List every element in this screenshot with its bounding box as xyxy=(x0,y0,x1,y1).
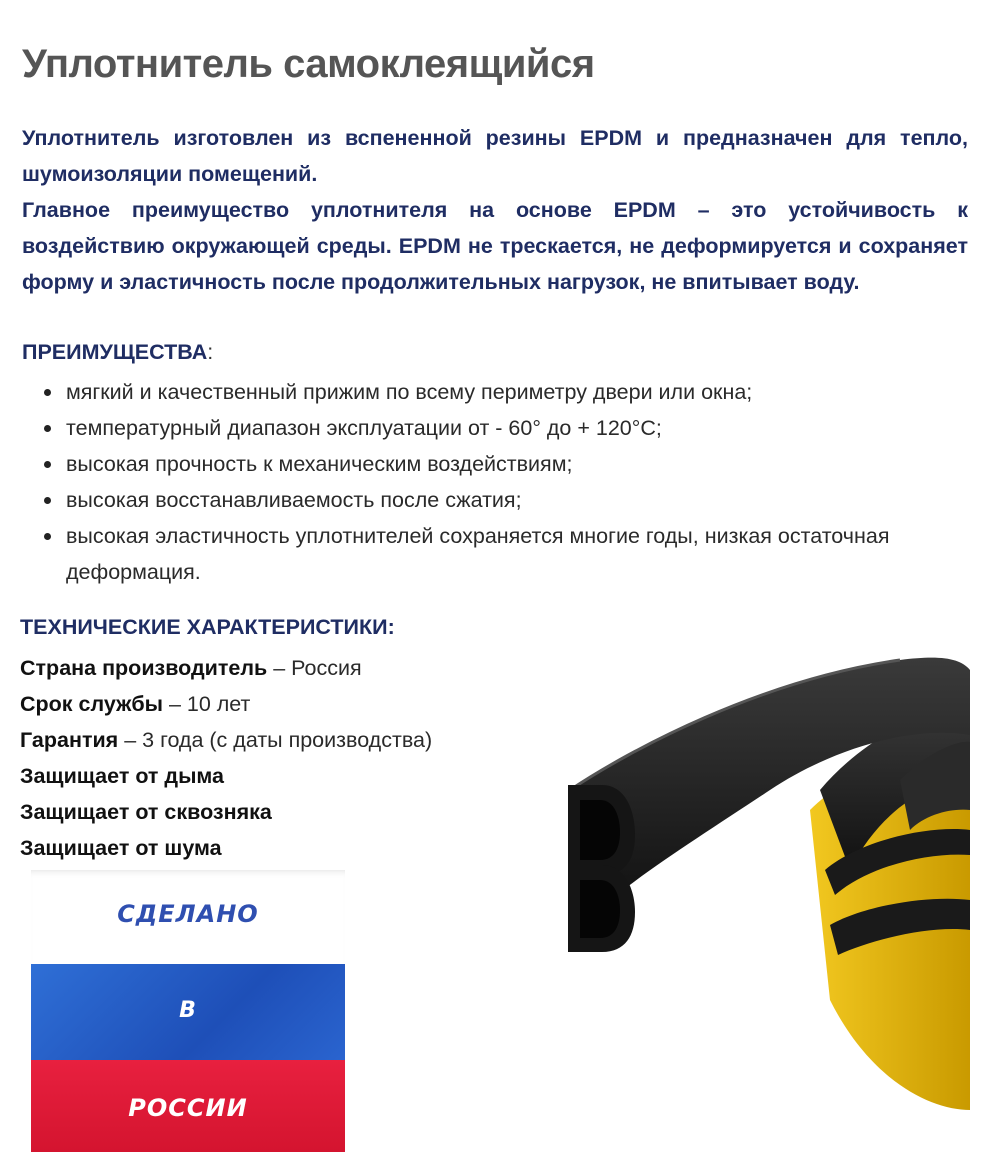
spec-row xyxy=(20,650,432,686)
tech-specs-list xyxy=(20,650,432,866)
spec-row xyxy=(20,722,432,758)
seal-product-image xyxy=(430,640,970,1160)
bullet-icon xyxy=(44,461,51,468)
bullet-icon xyxy=(44,497,51,504)
list-item xyxy=(22,482,972,518)
d-profile-hole-lower xyxy=(580,880,620,938)
spec-value: – 10 лет xyxy=(162,692,251,716)
list-item xyxy=(22,446,972,482)
advantages-list xyxy=(22,374,972,590)
badge-text-made: СДЕЛАНО xyxy=(117,900,259,928)
spec-label: Срок службы xyxy=(20,692,163,716)
bullet-icon xyxy=(44,389,51,396)
advantages-heading xyxy=(22,340,213,365)
spec-value: – 3 года (с даты производства) xyxy=(118,728,433,752)
bullet-icon xyxy=(44,425,51,432)
intro-paragraph-2: Главное преимущество уплотнителя на основе EPDM – это устойчивость к воздействию окружающей среды. EPDM не трескается, не деформируется и сохраняет форму и эластичность после продолжительных нагрузок, не впитывает воду. xyxy=(22,198,968,294)
list-item xyxy=(22,374,972,410)
list-item-text: температурный диапазон эксплуатации от - 60° до + 120°С; xyxy=(66,416,662,440)
list-item-text: высокая эластичность уплотнителей сохраняется многие годы, низкая остаточная деформация. xyxy=(66,524,890,584)
badge-text-russia: РОССИИ xyxy=(128,1094,248,1122)
tech-specs-heading: ТЕХНИЧЕСКИЕ ХАРАКТЕРИСТИКИ: xyxy=(20,615,395,639)
advantages-heading-text: ПРЕИМУЩЕСТВА xyxy=(22,340,208,364)
spec-label: Защищает от сквозняка xyxy=(20,800,272,824)
list-item xyxy=(22,410,972,446)
list-item xyxy=(22,518,972,590)
spec-row xyxy=(20,794,432,830)
spec-label: Защищает от шума xyxy=(20,836,222,860)
spec-row xyxy=(20,686,432,722)
page-title: Уплотнитель самоклеящийся xyxy=(22,42,595,86)
list-item-text: высокая восстанавливаемость после сжатия; xyxy=(66,488,522,512)
spec-row xyxy=(20,830,432,866)
d-profile-hole-upper xyxy=(580,800,620,860)
spec-value: – Россия xyxy=(267,656,362,680)
list-item-text: мягкий и качественный прижим по всему периметру двери или окна; xyxy=(66,380,753,404)
intro-paragraph-1: Уплотнитель изготовлен из вспененной резины EPDM и предназначен для тепло, шумоизоляции помещений. xyxy=(22,126,968,186)
spec-label: Гарантия xyxy=(20,728,119,752)
list-item-text: высокая прочность к механическим воздействиям; xyxy=(66,452,573,476)
badge-text-in: В xyxy=(179,998,197,1023)
made-in-russia-badge xyxy=(31,870,345,1152)
spec-row xyxy=(20,758,432,794)
spec-label: Защищает от дыма xyxy=(20,764,225,788)
spec-label: Страна производитель xyxy=(20,656,268,680)
bullet-icon xyxy=(44,533,51,540)
advantages-heading-colon: : xyxy=(207,340,214,364)
intro-text xyxy=(22,120,968,300)
